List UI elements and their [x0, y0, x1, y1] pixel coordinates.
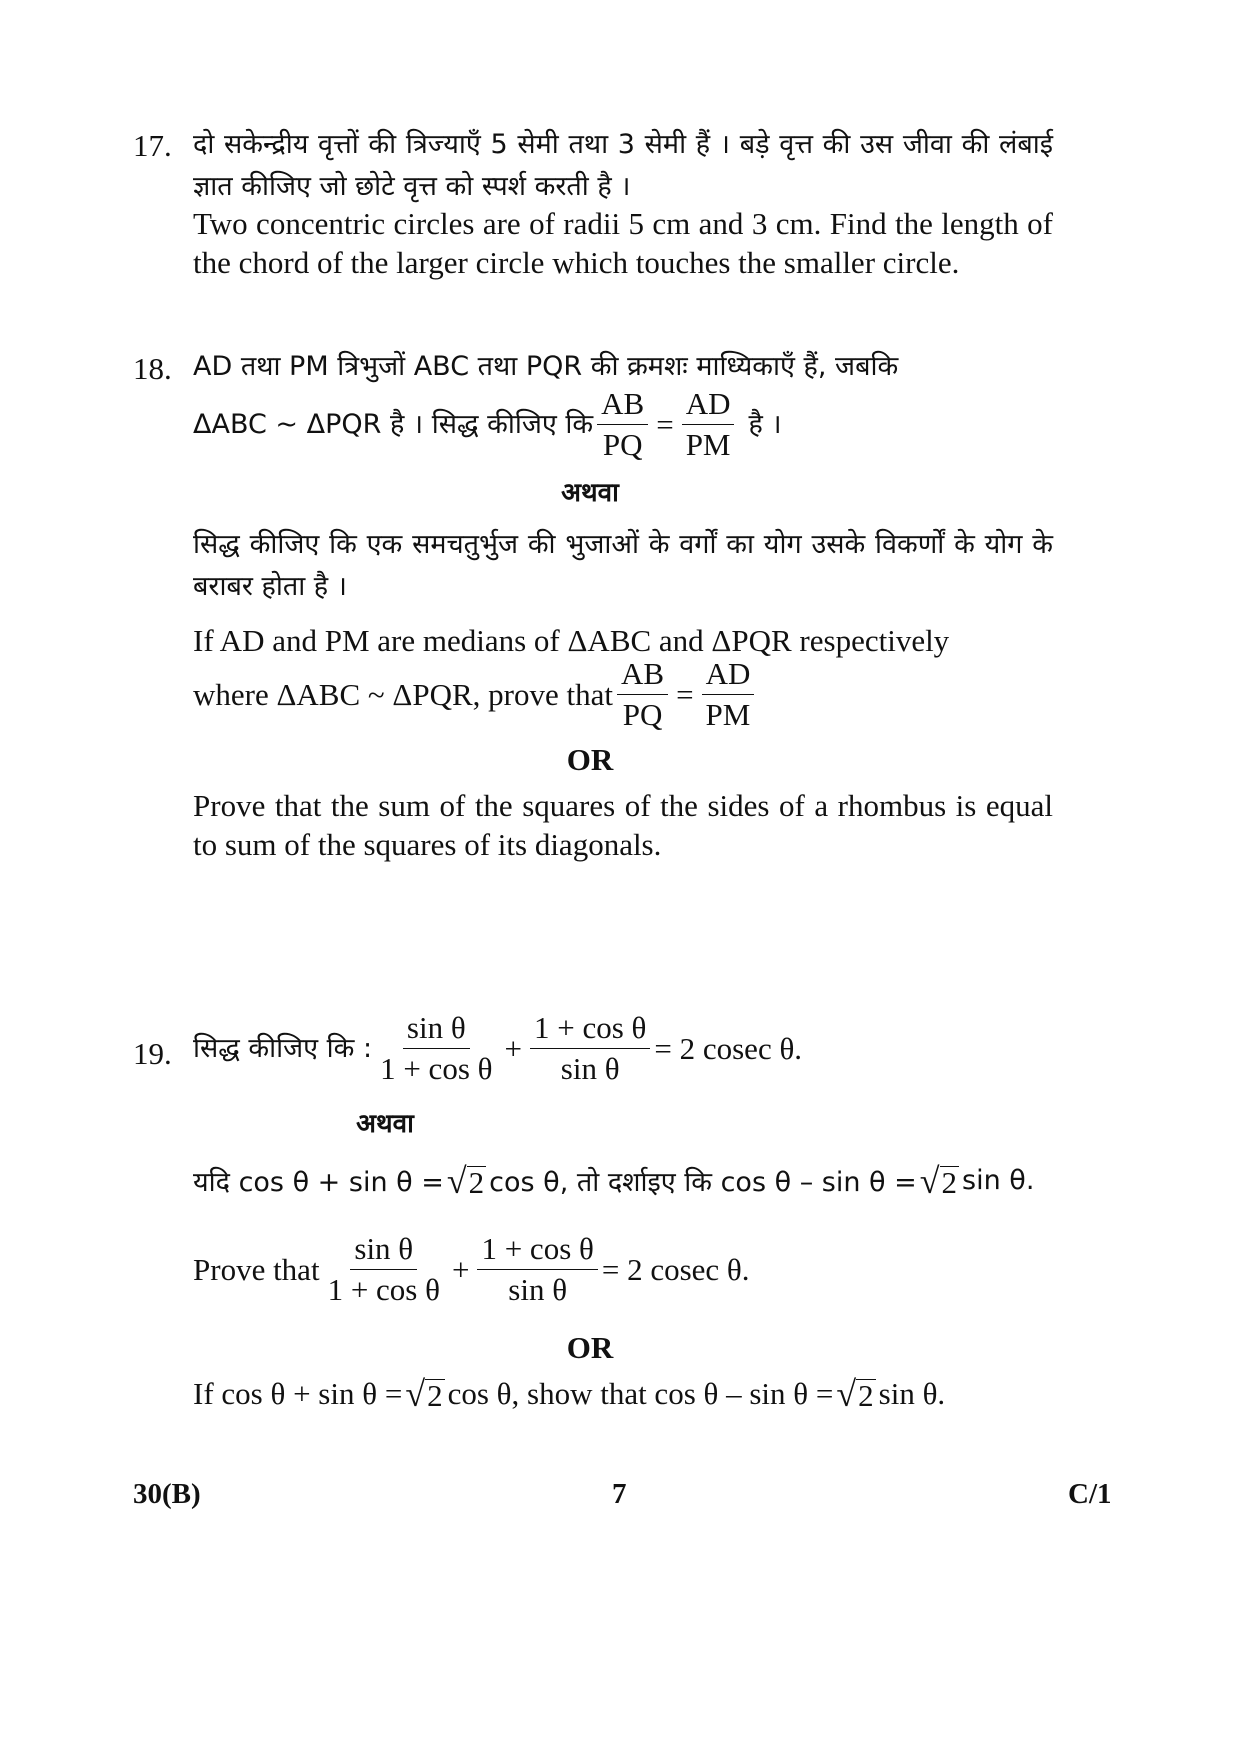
question-19-alt-hindi-c: sin θ.	[962, 1165, 1035, 1196]
question-19-hindi-statement	[193, 1010, 802, 1087]
fraction-denominator: PQ	[622, 697, 663, 732]
ratio-ad-pm	[702, 656, 755, 733]
fraction-denominator: 1 + cos θ	[380, 1051, 493, 1086]
question-18-or-english: OR	[566, 742, 614, 777]
radicand: 2	[858, 1378, 874, 1413]
square-root-2	[919, 1160, 959, 1201]
fraction-denominator: PM	[685, 427, 731, 462]
footer-page-number: 7	[612, 1478, 627, 1510]
question-18-hindi-line2	[193, 386, 782, 463]
question-19-alt-english-a: If cos θ + sin θ =	[193, 1376, 403, 1411]
equals-sign: =	[656, 406, 674, 442]
footer-set-code: C/1	[1068, 1478, 1112, 1510]
fraction-numerator: AD	[682, 386, 735, 425]
question-18-english-line2	[193, 656, 758, 733]
fraction-denominator: PQ	[602, 427, 643, 462]
fraction-numerator: sin θ	[350, 1231, 417, 1270]
question-17-english: Two concentric circles are of radii 5 cm and 3 cm. Find the length of the chord of the larger circle which touches the smaller circle.	[193, 206, 1053, 280]
question-19-hindi-prefix: सिद्ध कीजिए कि :	[193, 1032, 373, 1064]
equals-sign: =	[676, 676, 694, 712]
question-18-hindi-line2-prefix: ΔABC ~ ΔPQR है । सिद्ध कीजिए कि	[193, 408, 594, 440]
question-19-or-hindi: अथवा	[356, 1109, 414, 1139]
radical-sign-icon: √	[919, 1160, 940, 1201]
fraction-sin-over-1-plus-cos	[324, 1231, 444, 1308]
question-19-or-english: OR	[566, 1330, 614, 1365]
ratio-ad-pm	[682, 386, 735, 463]
question-19-rhs: = 2 cosec θ.	[654, 1030, 803, 1066]
question-18-alt-english: Prove that the sum of the squares of the sides of a rhombus is equal to sum of the squares of its diagonals.	[193, 788, 1053, 862]
fraction-1-plus-cos-over-sin	[530, 1010, 650, 1087]
question-18-alt-hindi: सिद्ध कीजिए कि एक समचतुर्भुज की भुजाओं के वर्गों का योग उसके विकर्णों के योग के बराबर होता है ।	[193, 529, 1053, 602]
fraction-denominator: sin θ	[508, 1272, 568, 1307]
fraction-numerator: AB	[597, 386, 648, 425]
fraction-numerator: sin θ	[403, 1010, 470, 1049]
question-18-hindi-line1: AD तथा PM त्रिभुजों ABC तथा PQR की क्रमशः माध्यिकाएँ हैं, जबकि	[193, 351, 899, 382]
fraction-numerator: 1 + cos θ	[477, 1231, 597, 1270]
question-18-english-line1: If AD and PM are medians of ΔABC and ΔPQR respectively	[193, 623, 950, 658]
question-18-or-hindi: अथवा	[561, 478, 619, 508]
question-19-english-prefix: Prove that	[193, 1251, 320, 1287]
question-19-alt-english-b: cos θ, show that cos θ – sin θ =	[447, 1376, 834, 1411]
fraction-denominator: sin θ	[560, 1051, 620, 1086]
fraction-numerator: 1 + cos θ	[530, 1010, 650, 1049]
fraction-numerator: AD	[702, 656, 755, 695]
radical-sign-icon: √	[836, 1374, 857, 1414]
ratio-ab-pq	[617, 656, 668, 733]
question-19-english-statement	[193, 1231, 750, 1308]
fraction-1-plus-cos-over-sin	[477, 1231, 597, 1308]
fraction-numerator: AB	[617, 656, 668, 695]
footer-paper-code: 30(B)	[133, 1478, 201, 1510]
square-root-2	[446, 1160, 486, 1201]
radicand: 2	[468, 1164, 485, 1200]
radical-sign-icon: √	[446, 1160, 467, 1201]
question-17-number: 17.	[133, 128, 172, 163]
fraction-sin-over-1-plus-cos	[376, 1010, 496, 1087]
square-root-2	[836, 1376, 875, 1412]
radicand: 2	[427, 1378, 443, 1413]
question-19-alt-hindi-b: cos θ, तो दर्शाइए कि cos θ – sin θ =	[489, 1167, 917, 1198]
question-18-hindi-line2-suffix: है ।	[748, 408, 782, 440]
fraction-denominator: PM	[705, 697, 751, 732]
plus-sign: +	[451, 1251, 470, 1287]
question-19-alt-hindi	[193, 1162, 1034, 1199]
radicand: 2	[941, 1164, 958, 1200]
question-18-number: 18.	[133, 351, 172, 386]
question-19-alt-english-c: sin θ.	[878, 1376, 946, 1411]
plus-sign: +	[504, 1030, 522, 1066]
question-19-number: 19.	[133, 1036, 172, 1071]
radical-sign-icon: √	[405, 1374, 426, 1414]
square-root-2	[405, 1376, 444, 1412]
fraction-denominator: 1 + cos θ	[327, 1272, 440, 1307]
question-18-english-line2-prefix: where ΔABC ~ ΔPQR, prove that	[193, 676, 613, 712]
question-19-rhs: = 2 cosec θ.	[601, 1251, 750, 1287]
ratio-ab-pq	[597, 386, 648, 463]
question-19-alt-english	[193, 1376, 945, 1412]
question-19-alt-hindi-a: यदि cos θ + sin θ =	[193, 1167, 444, 1198]
question-17-hindi: दो सकेन्द्रीय वृत्तों की त्रिज्याएँ 5 सेमी तथा 3 सेमी हैं । बड़े वृत्त की उस जीवा की लंबाई ज्ञात कीजिए जो छोटे वृत्त को स्पर्श करती है ।	[193, 129, 1053, 202]
